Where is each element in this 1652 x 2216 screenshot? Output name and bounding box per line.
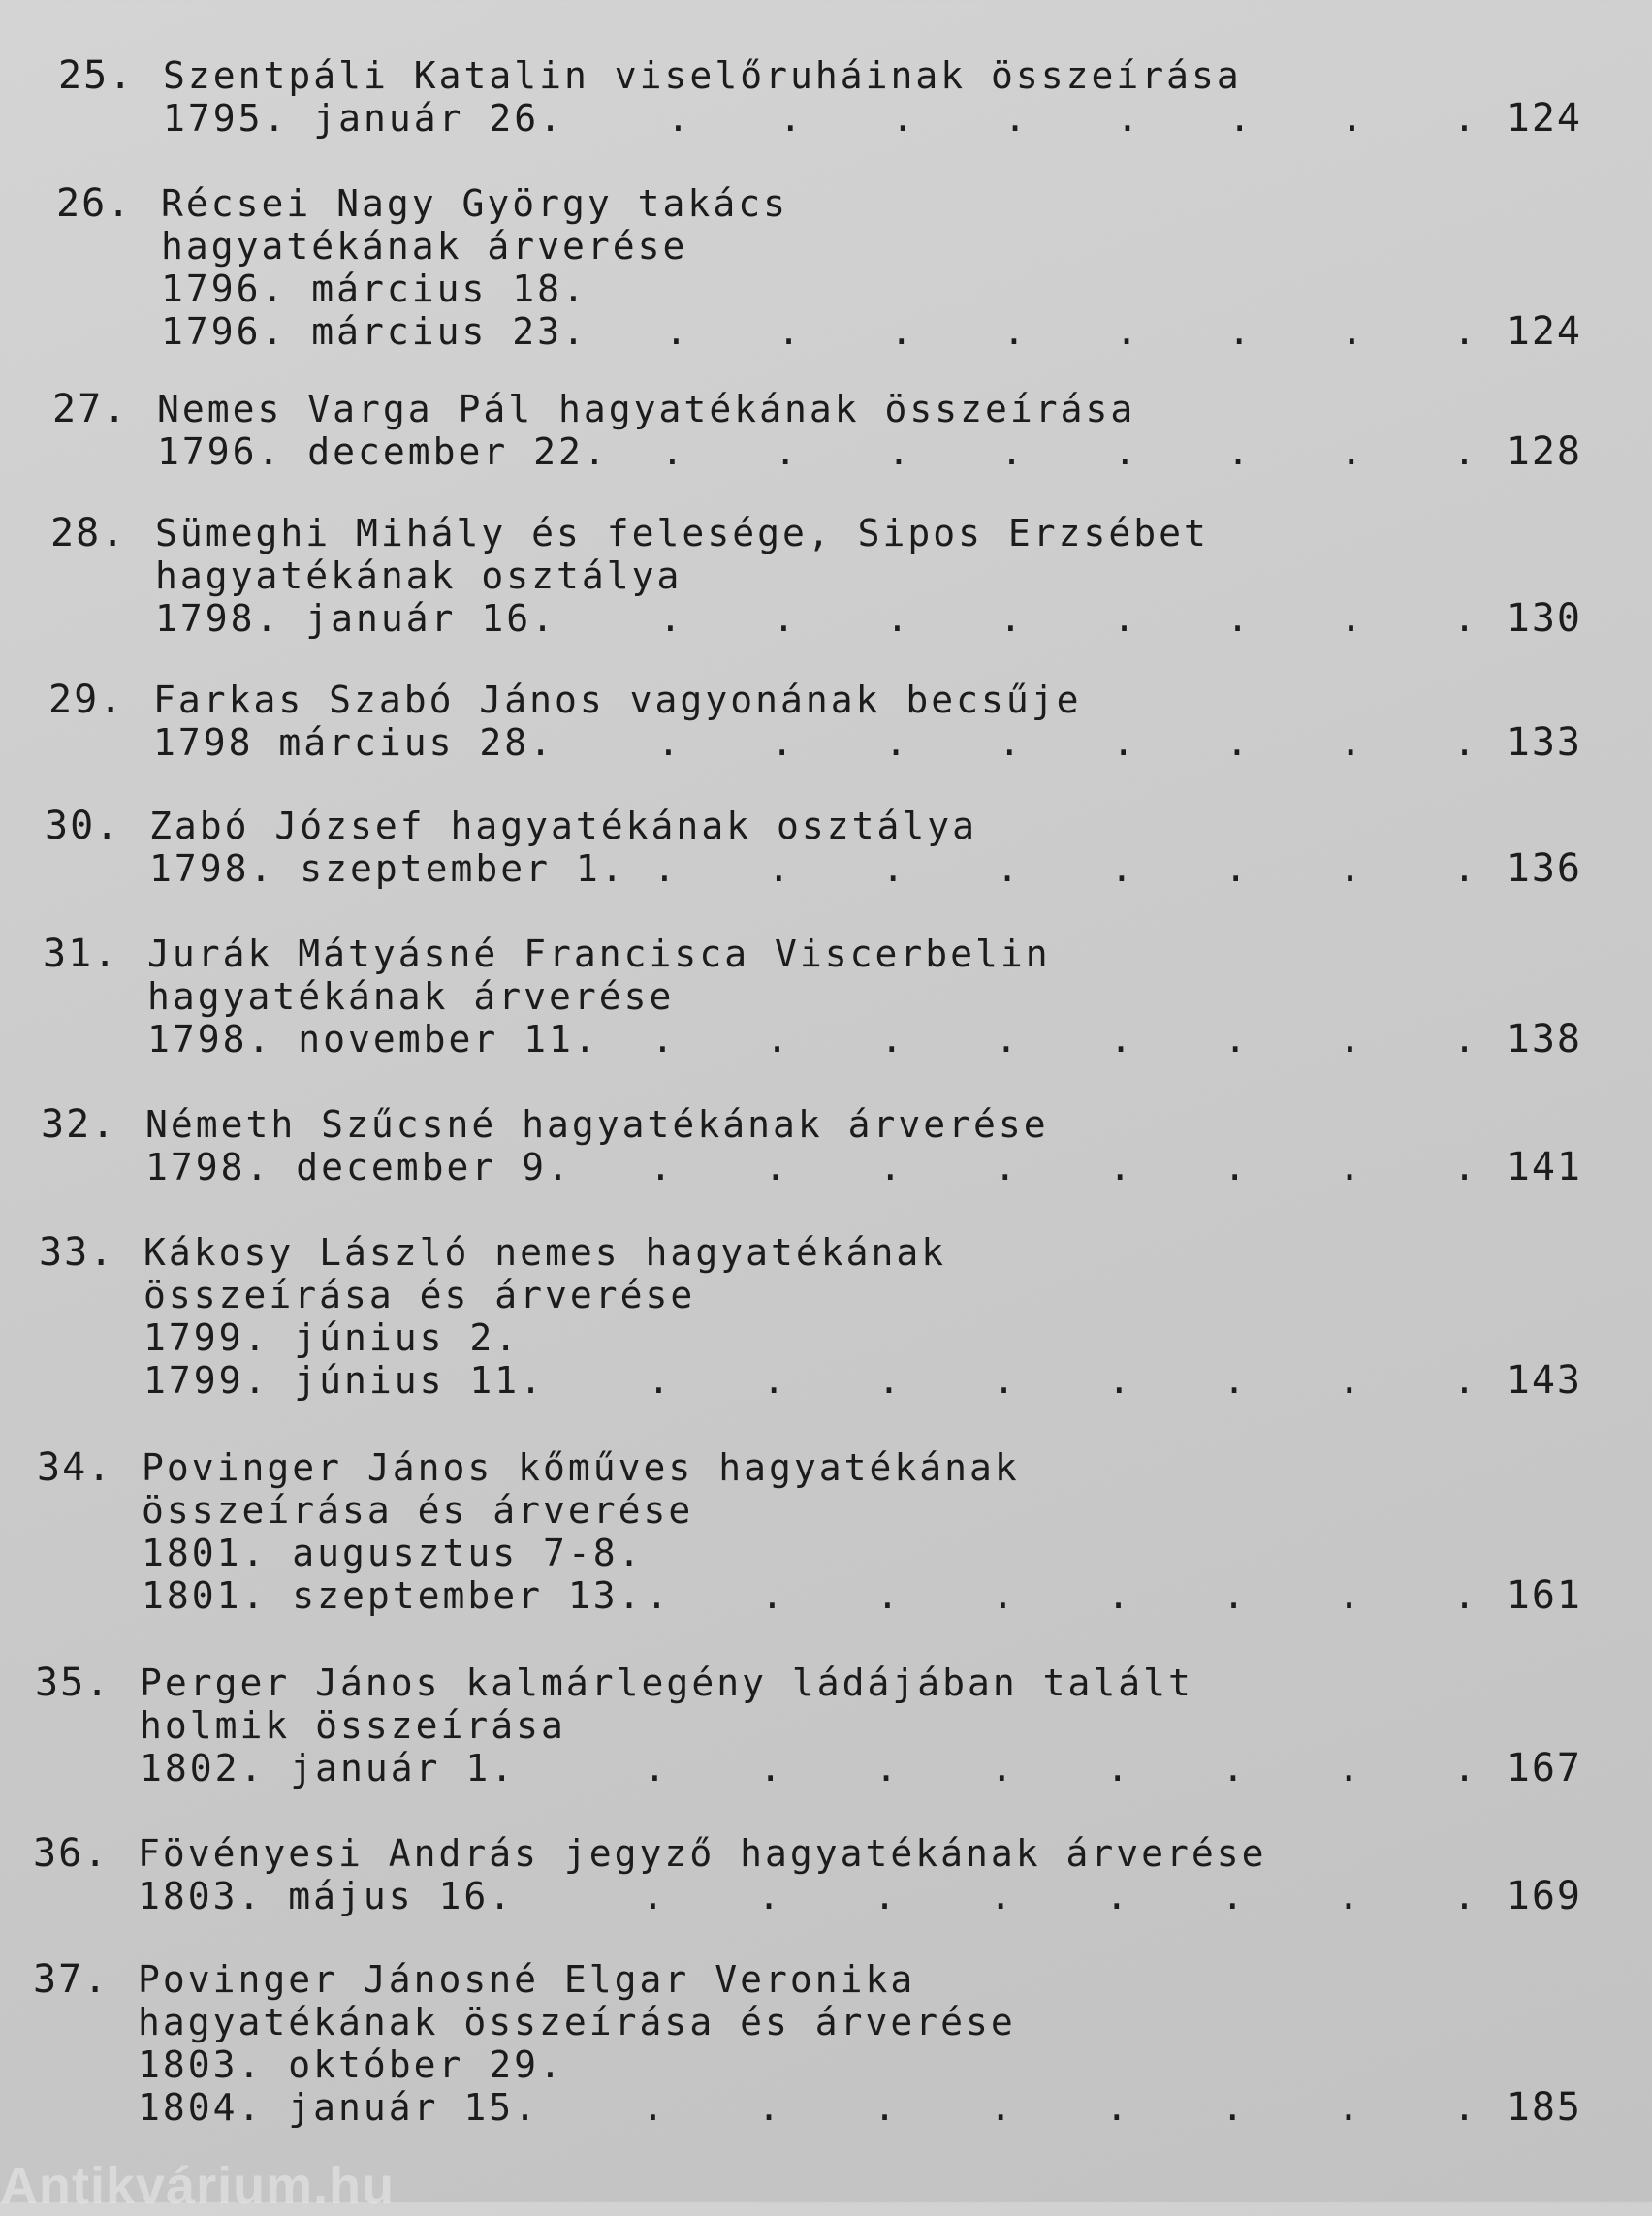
entry-number: 25. [58,53,135,98]
entry-number: 32. [41,1102,117,1147]
entry-text: Fövényesi András jegyző hagyatékának árverése [138,1832,1267,1875]
toc-entry [45,805,1582,890]
entry-title-line [157,388,1582,430]
toc-entry [50,512,1582,640]
dot-leader: . . . . . . . . [665,310,1476,353]
dot-leader: . . . . . . . . [648,1359,1476,1402]
entry-title-line [161,225,1582,268]
toc-entry [39,1231,1582,1402]
entry-text: Jurák Mátyásné Francisca Viscerbelin [147,933,1051,975]
entry-text: holmik összeírása [140,1704,566,1747]
entry-text: 1796. március 23. [161,310,588,353]
entry-number: 33. [39,1230,115,1275]
entry-text: 1799. június 2. [143,1316,521,1359]
entry-date-line [147,1018,1582,1061]
entry-number: 31. [43,932,119,976]
entry-text: 1798. szeptember 1. [149,847,626,890]
entry-number: 27. [52,387,129,431]
entry-date-line [163,97,1582,140]
entry-text: Perger János kalmárlegény ládájában talált [140,1662,1193,1704]
entry-number: 36. [33,1831,110,1876]
entry-text: Povinger Jánosné Elgar Veronika [138,1958,916,2001]
toc-entry [58,54,1582,140]
entry-number: 34. [37,1445,113,1490]
entry-title-line [155,512,1582,554]
entry-date-line [157,430,1582,473]
page-number: 124 [1506,96,1582,141]
entry-text: 1801. szeptember 13. [142,1574,644,1617]
entry-text: 1803. október 29. [138,2043,564,2086]
page-number: 128 [1506,429,1582,474]
page-number: 161 [1506,1573,1582,1618]
toc-entry [56,182,1582,353]
entry-title-line [138,2001,1582,2043]
entry-number: 35. [35,1661,111,1705]
entry-number: 30. [45,804,121,848]
page-number: 130 [1506,596,1582,641]
entry-date-line [143,1359,1582,1402]
entry-text: Nemes Varga Pál hagyatékának összeírása [157,388,1136,430]
entry-text: Szentpáli Katalin viselőruháinak összeírása [163,54,1242,97]
entry-date-line [138,2086,1582,2129]
page-number: 136 [1506,846,1582,891]
entry-text: 1796. március 18. [161,268,588,310]
dot-leader: . . . . . . . . [644,1747,1476,1789]
entry-date-line [161,310,1582,353]
entry-title-line [145,1103,1582,1146]
entry-date-line [155,597,1582,640]
page-number: 167 [1506,1746,1582,1790]
entry-text: 1798. november 11. [147,1018,599,1061]
page-number: 169 [1506,1874,1582,1918]
entry-text: 1798. január 16. [155,597,557,640]
entry-title-line [161,268,1582,310]
entry-text: 1799. június 11. [143,1359,546,1402]
entry-date-line [149,847,1582,890]
entry-title-line [147,975,1582,1018]
dot-leader: . . . . . . . . [659,597,1476,640]
entry-title-line [155,554,1582,597]
entry-date-line [153,721,1582,764]
entry-text: összeírása és árverése [143,1274,696,1316]
entry-text: hagyatékának osztálya [155,554,683,597]
entry-title-line [143,1316,1582,1359]
entry-date-line [145,1146,1582,1188]
dot-leader: . . . . . . . . [661,430,1476,473]
entry-title-line [149,805,1582,847]
entry-date-line [138,1875,1582,1917]
toc-entry [52,388,1582,473]
entry-text: Povinger János kőműves hagyatékának [142,1446,1020,1489]
entry-title-line [161,182,1582,225]
entry-text: Farkas Szabó János vagyonának becsűje [153,679,1082,721]
entry-text: 1802. január 1. [140,1747,517,1789]
entry-number: 37. [33,1957,110,2002]
entry-title-line [163,54,1582,97]
entry-date-line [142,1574,1582,1617]
entry-title-line [140,1662,1582,1704]
entry-title-line [142,1489,1582,1532]
entry-number: 28. [50,511,127,555]
entry-text: 1795. január 26. [163,97,565,140]
dot-leader: . . . . . . . . [646,1574,1476,1617]
entry-text: Kákosy László nemes hagyatékának [143,1231,947,1274]
toc-entry [33,1958,1582,2129]
entry-text: hagyatékának árverése [161,225,688,268]
dot-leader: . . . . . . . . [650,1146,1476,1188]
entry-text: 1803. május 16. [138,1875,515,1917]
entry-title-line [142,1532,1582,1574]
entry-title-line [142,1446,1582,1489]
entry-text: 1804. január 15. [138,2086,540,2129]
entry-title-line [138,1832,1582,1875]
dot-leader: . . . . . . . . [657,721,1476,764]
toc-entry [43,933,1582,1061]
entry-text: Zabó József hagyatékának osztálya [149,805,977,847]
page-number: 141 [1506,1145,1582,1189]
toc-entry [41,1103,1582,1188]
entry-text: hagyatékának árverése [147,975,675,1018]
entry-text: Németh Szűcsné hagyatékának árverése [145,1103,1049,1146]
page-number: 143 [1506,1358,1582,1403]
entry-text: 1798 március 28. [153,721,556,764]
toc-entry [33,1832,1582,1917]
entry-number: 26. [56,181,133,226]
entry-number: 29. [48,678,125,722]
dot-leader: . . . . . . . . [642,1875,1476,1917]
watermark: Antikvárium.hu [0,2157,396,2215]
dot-leader: . . . . . . . . [642,2086,1476,2129]
entry-text: összeírása és árverése [142,1489,694,1532]
dot-leader: . . . . . . . . [651,1018,1476,1061]
entry-title-line [138,1958,1582,2001]
entry-title-line [153,679,1582,721]
entry-title-line [143,1231,1582,1274]
entry-text: Sümeghi Mihály és felesége, Sipos Erzsébet [155,512,1209,554]
dot-leader: . . . . . . . . [653,847,1476,890]
entry-title-line [147,933,1582,975]
entry-title-line [140,1704,1582,1747]
entry-text: hagyatékának összeírása és árverése [138,2001,1016,2043]
entry-title-line [138,2043,1582,2086]
dot-leader: . . . . . . . . [667,97,1476,140]
page-number: 185 [1506,2085,1582,2130]
entry-date-line [140,1747,1582,1789]
toc-entry [48,679,1582,764]
entry-text: 1801. augusztus 7-8. [142,1532,644,1574]
toc-entry [35,1662,1582,1789]
entry-title-line [143,1274,1582,1316]
entry-text: Récsei Nagy György takács [161,182,788,225]
entry-text: 1796. december 22. [157,430,609,473]
entry-text: 1798. december 9. [145,1146,572,1188]
toc-entry [37,1446,1582,1617]
page-number: 133 [1506,720,1582,765]
page-number: 138 [1506,1017,1582,1061]
page-number: 124 [1506,309,1582,354]
